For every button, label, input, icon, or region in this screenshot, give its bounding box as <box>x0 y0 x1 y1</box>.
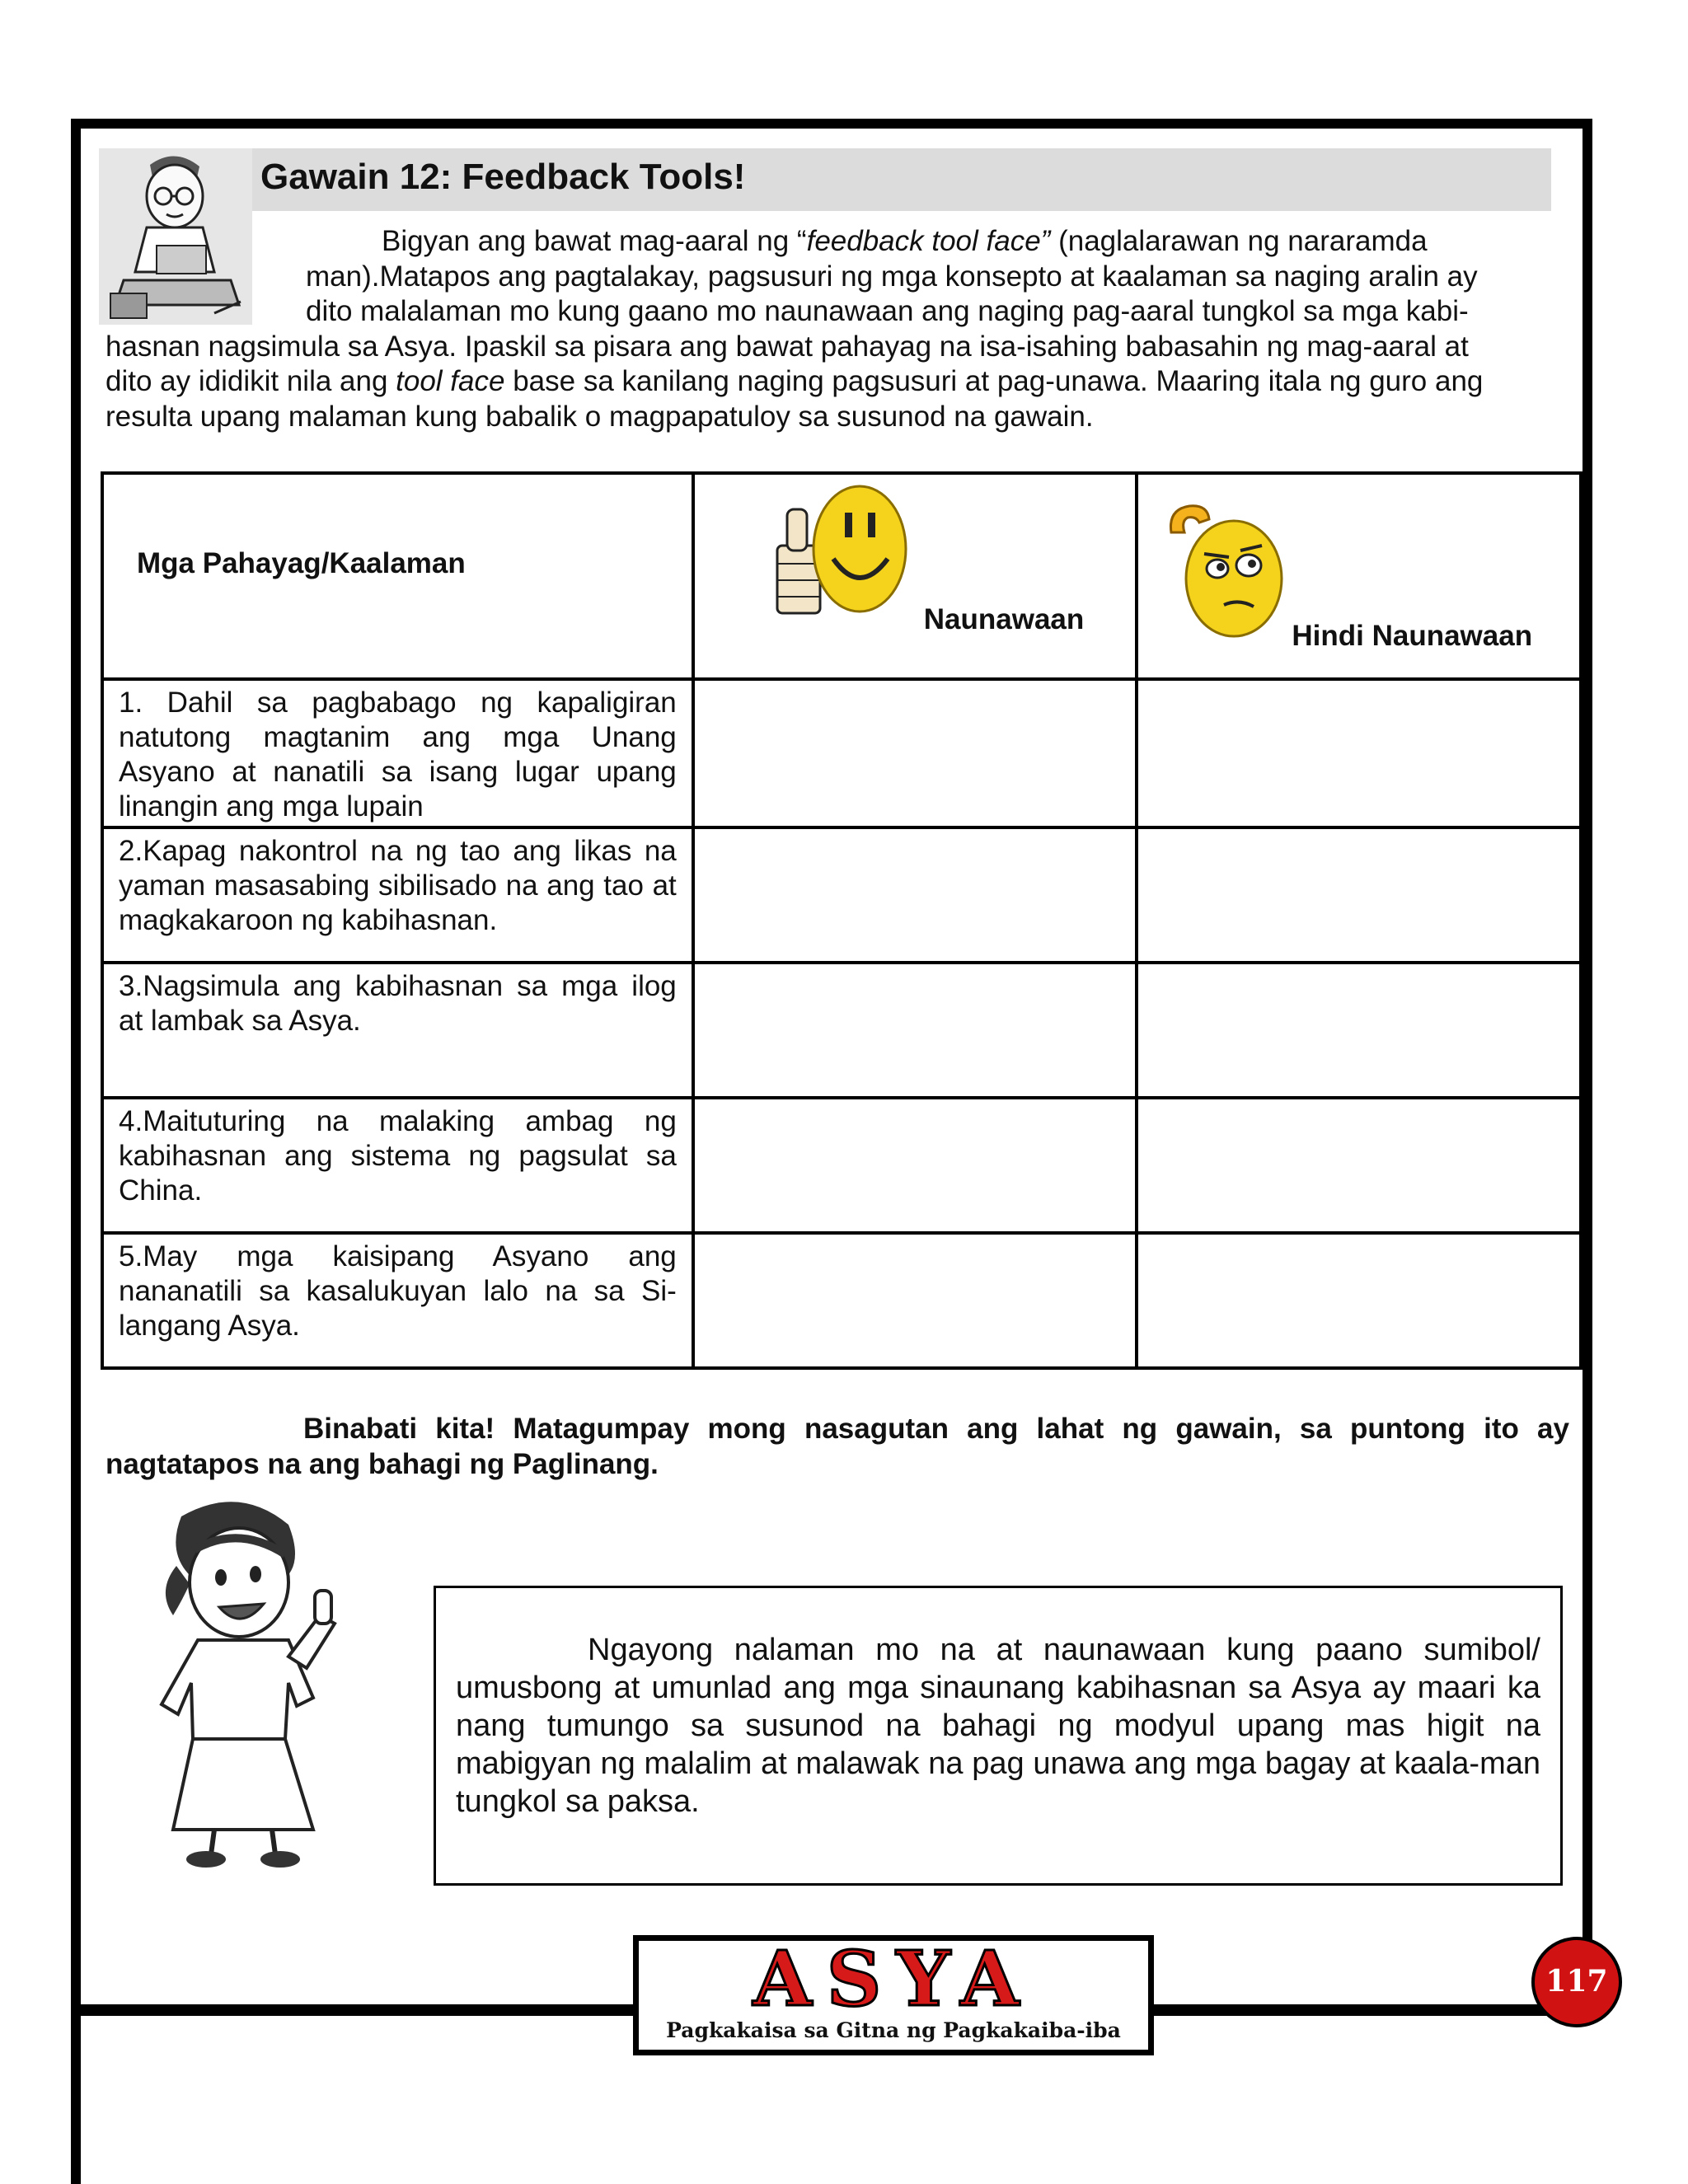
not-understood-answer-cell[interactable] <box>1137 963 1581 1098</box>
page-frame-right <box>1582 119 1592 2014</box>
logo-title: ASYA <box>753 1934 1034 2023</box>
table-row <box>102 1233 1581 1368</box>
table-row <box>102 827 1581 963</box>
understood-answer-cell[interactable] <box>693 827 1137 963</box>
intro-line-5: dito ay ididikit nila ang tool face base sa kanilang naging pagsusuri at pag-unawa. Maaring itala ng guro ang <box>106 365 1484 397</box>
header-statements-cell <box>102 473 693 679</box>
understood-answer-cell[interactable] <box>693 679 1137 827</box>
not-understood-answer-cell[interactable] <box>1137 1233 1581 1368</box>
next-step-note <box>456 1631 1540 1821</box>
table-row <box>102 679 1581 827</box>
feedback-table-header <box>102 473 1581 679</box>
girl-thumbs-up-illustration <box>124 1492 387 1871</box>
not-understood-answer-cell[interactable] <box>1137 827 1581 963</box>
next-step-note-text: Ngayong nalaman mo na at naunawaan kung paano sumibol/ umusbong at umunlad ang mga sinaunang kabihasnan sa Asya ay maari ka nang tumungo sa susunod na bahagi ng modyul upang mas higit na mabigyan ng malalim at malawak na pag unawa ang mga bagay at kaala-man tungkol sa paksa. <box>456 1633 1540 1819</box>
thinking-face-icon <box>1163 493 1287 641</box>
next-step-note-box <box>434 1586 1563 1886</box>
not-understood-answer-cell[interactable] <box>1137 1098 1581 1233</box>
intro-line-4: hasnan nagsimula sa Asya. Ipaskil sa pisara ang bawat pahayag na isa-isahing babasahin ng mag-aaral at <box>106 330 1469 363</box>
activity-title: Gawain 12: Feedback Tools! <box>260 157 746 197</box>
statement-cell: 1. Dahil sa pagbabago ng kapaligiran natutong magtanim ang mga Unang Asyano at nanatili sa isang lugar upang linangin ang mga lupain <box>102 679 693 827</box>
not-understood-answer-cell[interactable] <box>1137 679 1581 827</box>
statement-cell: 3.Nagsimula ang kabihasnan sa mga ilog at lambak sa Asya. <box>102 963 693 1098</box>
thumbs-up-smiley-icon <box>759 480 907 628</box>
page-frame-left <box>71 119 81 2184</box>
understood-answer-cell[interactable] <box>693 1233 1137 1368</box>
congratulations-text: Binabati kita! Matagumpay mong nasagutan ang lahat ng gawain, sa puntong ito ay nagtatapos na ang bahagi ng Paglinang. <box>106 1413 1569 1480</box>
asya-logo <box>633 1935 1154 2055</box>
congratulations-message <box>106 1411 1569 1482</box>
statement-cell: 2.Kapag nakontrol na ng tao ang likas na yaman masasabing sibilisado na ang tao at magkakaroon ng kabihasnan. <box>102 827 693 963</box>
understood-answer-cell[interactable] <box>693 963 1137 1098</box>
header-not-understood-cell <box>1137 473 1581 679</box>
header-statements-label: Mga Pahayag/Kaalaman <box>137 547 466 579</box>
statement-cell: 4.Maituturing na malaking ambag ng kabihasnan ang sistema ng pagsulat sa China. <box>102 1098 693 1233</box>
page-frame-top <box>71 119 1592 129</box>
header-understood-cell <box>693 473 1137 679</box>
understood-answer-cell[interactable] <box>693 1098 1137 1233</box>
intro-line-6: resulta upang malaman kung babalik o magpapatuloy sa susunod na gawain. <box>106 400 1094 433</box>
activity-instructions <box>106 224 1569 434</box>
header-understood-label: Naunawaan <box>923 603 1085 635</box>
logo-subtitle: Pagkakaisa sa Gitna ng Pagkakaiba-iba <box>666 2018 1121 2042</box>
statement-cell: 5.May mga kaisipang Asyano ang nananatili sa kasalukuyan lalo na sa Si-langang Asya. <box>102 1233 693 1368</box>
table-row <box>102 963 1581 1098</box>
intro-line-1: Bigyan ang bawat mag-aaral ng “feedback tool face” (naglalarawan ng nararamda <box>382 225 1428 257</box>
table-row <box>102 1098 1581 1233</box>
feedback-table <box>101 471 1582 1370</box>
page-number-badge: 117 <box>1531 1937 1622 2027</box>
intro-line-3: dito malalaman mo kung gaano mo naunawaan ang naging pag-aaral tungkol sa mga kabi- <box>306 295 1469 327</box>
intro-line-2: man).Matapos ang pagtalakay, pagsusuri ng mga konsepto at kaalaman sa naging aralin ay <box>306 260 1478 293</box>
header-not-understood-label: Hindi Naunawaan <box>1292 620 1533 652</box>
